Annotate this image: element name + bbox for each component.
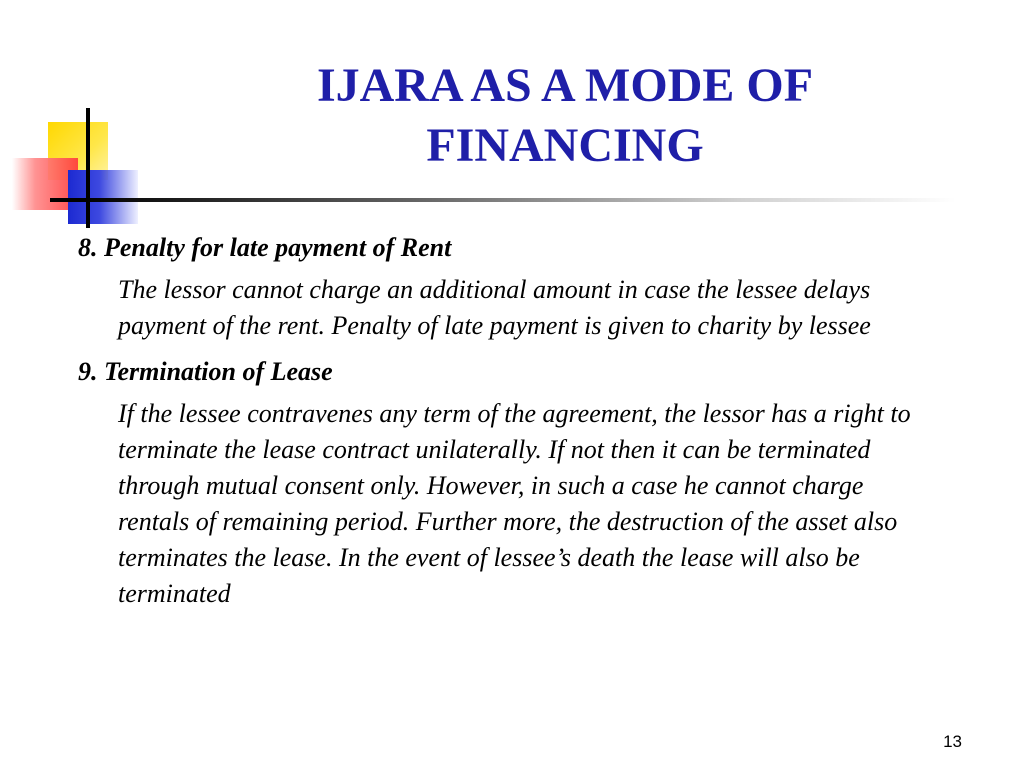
logo-vertical-line: [86, 108, 90, 228]
section-heading-penalty: 8. Penalty for late payment of Rent: [78, 233, 452, 262]
decorative-logo: [0, 0, 140, 240]
section-heading-termination: 9. Termination of Lease: [78, 357, 333, 386]
section-body-penalty: The lessor cannot charge an additional amount in case the lessee delays payment of the rent. Penalty of late payment is given to charity by lessee: [118, 275, 871, 340]
slide-title: [150, 56, 980, 176]
logo-blue-square: [68, 170, 138, 224]
slide-title-line1: IJARA AS A MODE OF: [316, 59, 814, 112]
slide-content: [78, 230, 958, 622]
page-number: 13: [943, 732, 962, 751]
title-divider: [86, 198, 956, 202]
section-body-termination: If the lessee contravenes any term of the agreement, the lessor has a right to terminate the lease contract unilaterally. If not then it can be terminated through mutual consent only. However, in such a case he cannot charge rentals of remaining period. Further more, the destruction of the asset also terminates the lease. In the event of lessee’s death the lease will also be terminated: [118, 399, 911, 608]
slide-title-line2: FINANCING: [426, 119, 704, 172]
